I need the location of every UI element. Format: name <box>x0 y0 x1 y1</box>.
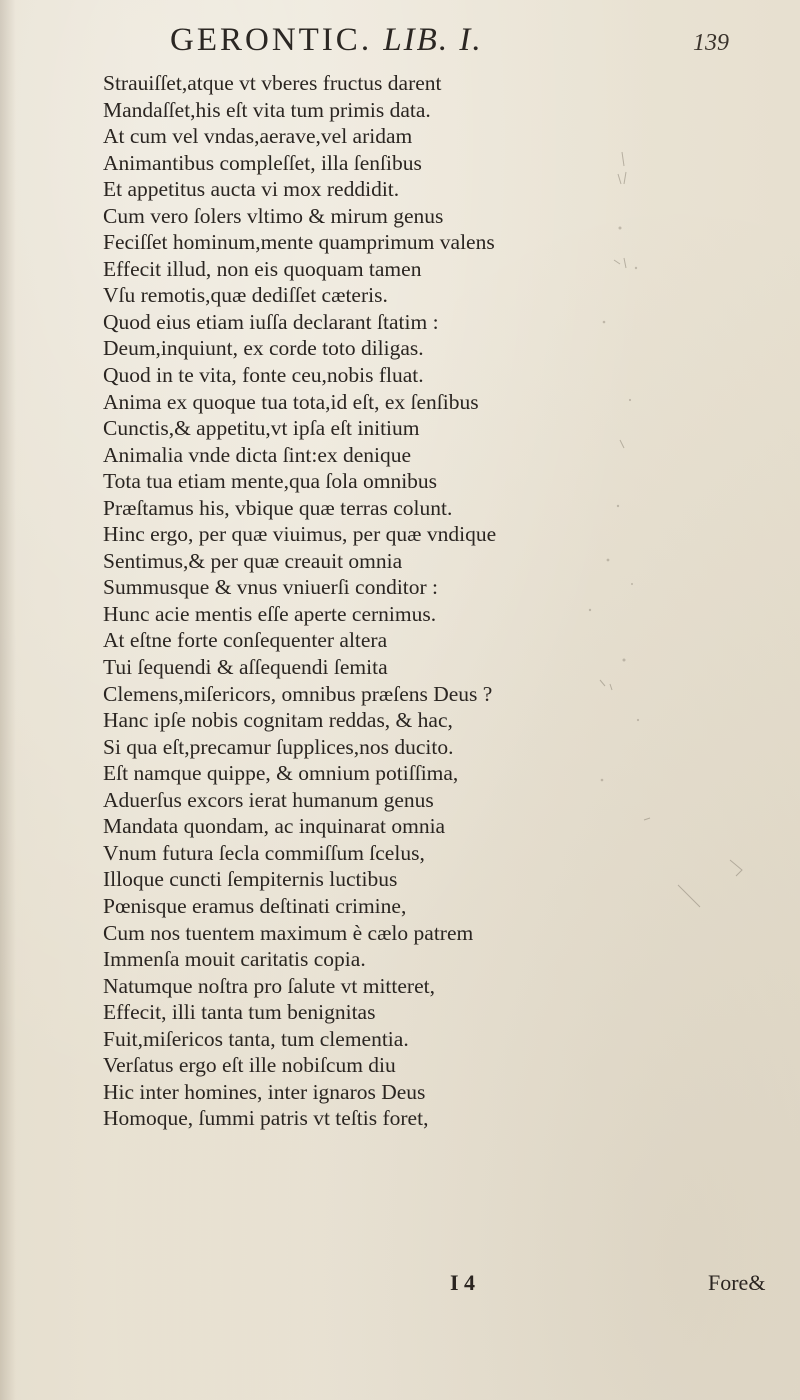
verse-line: Quod eius etiam iuſſa declarant ſtatim : <box>103 309 439 334</box>
verse-line: Clemens,miſericors, omnibus præſens Deus ? <box>103 681 493 706</box>
poem-text-block <box>103 70 573 1132</box>
verse-line: Præſtamus his, vbique quæ terras colunt. <box>103 495 453 520</box>
verse-line: Quod in te vita, fonte ceu,nobis fluat. <box>103 363 424 388</box>
verse-line: Sentimus,& per quæ creauit omnia <box>103 548 403 573</box>
verse-line: Mandaſſet,his eſt vita tum primis data. <box>103 97 431 122</box>
page-number: 139 <box>693 30 729 56</box>
verse-line: Deum,inquiunt, ex corde toto diligas. <box>103 336 424 361</box>
signature-mark: I 4 <box>450 1270 476 1295</box>
bleed-through-marks <box>560 140 800 940</box>
verse-line: At eſtne forte conſequenter altera <box>103 628 388 653</box>
verse-line: Pœnisque eramus deſtinati crimine, <box>103 893 407 918</box>
verse-line: Natumque noſtra pro ſalute vt mitteret, <box>103 973 435 998</box>
verse-line: Illoque cuncti ſempiternis luctibus <box>103 867 398 892</box>
verse-line: Si qua eſt,precamur ſupplices,nos ducito. <box>103 734 454 759</box>
verse-line: Cunctis,& appetitu,vt ipſa eſt initium <box>103 416 420 441</box>
running-head-title: GERONTIC. <box>170 22 373 58</box>
verse-line: Cum nos tuentem maximum è cælo patrem <box>103 920 474 945</box>
verse-line: Summusque & vnus vniuerſi conditor : <box>103 575 439 600</box>
verse-line: Aduerſus excors ierat humanum genus <box>103 787 434 812</box>
running-head-book: LIB. I. <box>383 22 483 58</box>
catchword: Fore& <box>708 1270 766 1295</box>
verse-line: Et appetitus aucta vi mox reddidit. <box>103 177 400 202</box>
verse-line: Homoque, ſummi patris vt teſtis foret, <box>103 1106 429 1131</box>
verse-line: Hunc acie mentis eſſe aperte cernimus. <box>103 601 437 626</box>
verse-line: Tui ſequendi & aſſequendi ſemita <box>103 655 388 680</box>
verse-line: Effecit illud, non eis quoquam tamen <box>103 256 422 281</box>
verse-line: Animalia vnde dicta ſint:ex denique <box>103 442 412 467</box>
running-head <box>170 22 483 59</box>
verse-line: Animantibus compleſſet, illa ſenſibus <box>103 150 422 175</box>
verse-line: Vnum futura ſecla commiſſum ſcelus, <box>103 840 425 865</box>
verse-line: Hic inter homines, inter ignaros Deus <box>103 1079 426 1104</box>
verse-line: Feciſſet hominum,mente quamprimum valens <box>103 230 495 255</box>
verse-line: Tota tua etiam mente,qua ſola omnibus <box>103 469 438 494</box>
verse-line: Cum vero ſolers vltimo & mirum genus <box>103 203 444 228</box>
gutter-shadow <box>0 0 16 1400</box>
verse-line: Anima ex quoque tua tota,id eſt, ex ſenſibus <box>103 389 479 414</box>
verse-line: Verſatus ergo eſt ille nobiſcum diu <box>103 1053 396 1078</box>
verse-line: Hanc ipſe nobis cognitam reddas, & hac, <box>103 708 453 733</box>
page-footer <box>0 1270 800 1300</box>
verse-line: Strauiſſet,atque vt vberes fructus darent <box>103 71 442 95</box>
verse-line: At cum vel vndas,aerave,vel aridam <box>103 124 413 149</box>
verse-line: Vſu remotis,quæ dediſſet cæteris. <box>103 283 388 308</box>
verse-line: Mandata quondam, ac inquinarat omnia <box>103 814 446 839</box>
page-header <box>0 18 800 66</box>
verse-line: Fuit,miſericos tanta, tum clementia. <box>103 1026 409 1051</box>
verse-line: Eſt namque quippe, & omnium potiſſima, <box>103 761 459 786</box>
verse-line: Hinc ergo, per quæ viuimus, per quæ vndique <box>103 522 497 547</box>
verse-line: Immenſa mouit caritatis copia. <box>103 947 366 972</box>
verse-line: Effecit, illi tanta tum benignitas <box>103 1000 376 1025</box>
